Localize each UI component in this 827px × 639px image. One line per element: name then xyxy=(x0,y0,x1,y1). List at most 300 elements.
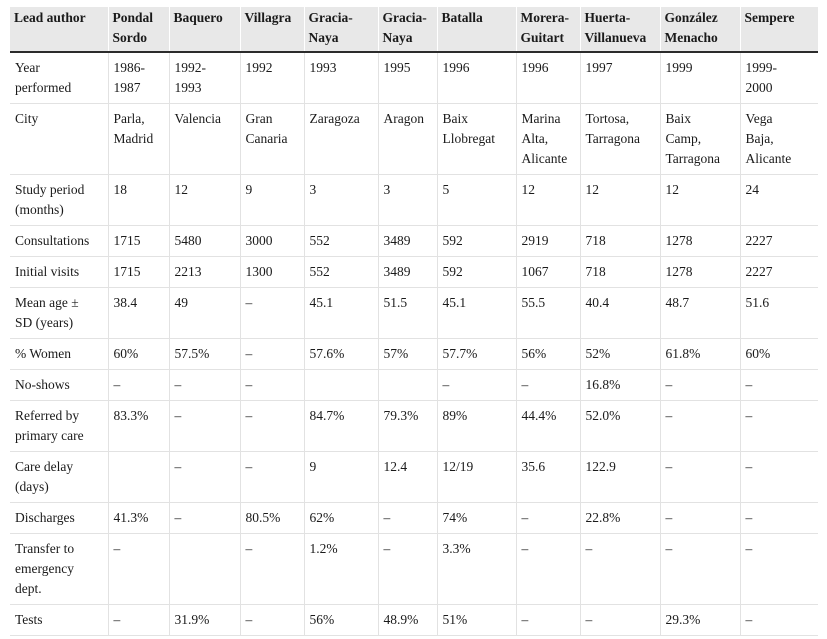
table-cell xyxy=(304,503,378,534)
table-cell xyxy=(240,534,304,605)
table-cell xyxy=(437,339,516,370)
row-label xyxy=(10,503,108,534)
cell-line: 48.9% xyxy=(383,612,419,627)
table-cell xyxy=(580,226,660,257)
cell-line: 29.3% xyxy=(665,612,701,627)
cell-line: Initial visits xyxy=(15,264,80,279)
cell-line: 12.4 xyxy=(383,459,408,474)
cell-line: 12 xyxy=(521,182,535,197)
cell-line: – xyxy=(245,541,253,556)
header-line: Baquero xyxy=(173,10,223,25)
cell-line: 56% xyxy=(309,612,335,627)
cell-line: – xyxy=(245,459,253,474)
cell-line: 9 xyxy=(309,459,317,474)
table-row xyxy=(10,257,818,288)
table-cell xyxy=(304,175,378,226)
table-cell xyxy=(108,503,169,534)
table-cell xyxy=(516,104,580,175)
table-cell xyxy=(516,503,580,534)
table-cell xyxy=(240,288,304,339)
cell-line: 1986- xyxy=(113,60,145,75)
table-cell xyxy=(580,288,660,339)
table-row xyxy=(10,452,818,503)
cell-line: 1992- xyxy=(174,60,206,75)
table-cell xyxy=(660,52,740,104)
table-cell xyxy=(516,288,580,339)
cell-line: 60% xyxy=(745,346,771,361)
cell-line: Canaria xyxy=(245,131,288,146)
table-cell xyxy=(169,257,240,288)
cell-line: – xyxy=(174,377,182,392)
cell-line: 35.6 xyxy=(521,459,546,474)
table-cell xyxy=(378,52,437,104)
cell-line: 24 xyxy=(745,182,759,197)
cell-line: City xyxy=(15,111,39,126)
header-line: Pondal xyxy=(112,10,154,25)
table-cell xyxy=(240,175,304,226)
header-line: Naya xyxy=(382,30,413,45)
cell-line: Year xyxy=(15,60,40,75)
table-cell xyxy=(304,401,378,452)
cell-line: Alta, xyxy=(521,131,549,146)
cell-line: 57.6% xyxy=(309,346,345,361)
table-cell xyxy=(660,226,740,257)
cell-line: No-shows xyxy=(15,377,70,392)
cell-line: – xyxy=(383,510,391,525)
table-row xyxy=(10,288,818,339)
cell-line: 12/19 xyxy=(442,459,474,474)
cell-line: 3 xyxy=(309,182,317,197)
table-cell xyxy=(580,534,660,605)
table-cell xyxy=(437,534,516,605)
cell-line: Transfer to xyxy=(15,541,75,556)
header-line: Sempere xyxy=(744,10,795,25)
column-header xyxy=(108,7,169,52)
table-cell xyxy=(240,226,304,257)
table-row xyxy=(10,534,818,605)
cell-line: – xyxy=(521,612,529,627)
cell-line: – xyxy=(745,541,753,556)
cell-line: 1300 xyxy=(245,264,273,279)
cell-line: 12 xyxy=(585,182,599,197)
table-cell xyxy=(580,175,660,226)
table-cell xyxy=(580,401,660,452)
table-cell xyxy=(437,226,516,257)
cell-line: 45.1 xyxy=(442,295,467,310)
table-cell xyxy=(304,257,378,288)
row-label xyxy=(10,52,108,104)
cell-line: 51% xyxy=(442,612,468,627)
cell-line: Vega xyxy=(745,111,773,126)
cell-line: Tests xyxy=(15,612,43,627)
cell-line: Baix xyxy=(442,111,468,126)
cell-line: 22.8% xyxy=(585,510,621,525)
column-header xyxy=(660,7,740,52)
header-line: Batalla xyxy=(441,10,483,25)
cell-line: Consultations xyxy=(15,233,90,248)
cell-line: (days) xyxy=(15,479,49,494)
cell-line: 1987 xyxy=(113,80,141,95)
cell-line: – xyxy=(521,510,529,525)
row-label xyxy=(10,226,108,257)
cell-line: 79.3% xyxy=(383,408,419,423)
cell-line: Madrid xyxy=(113,131,154,146)
table-cell xyxy=(240,401,304,452)
table-row xyxy=(10,104,818,175)
table-cell xyxy=(516,226,580,257)
table-cell xyxy=(240,104,304,175)
table-cell xyxy=(240,339,304,370)
table-cell xyxy=(437,370,516,401)
table-cell xyxy=(437,452,516,503)
cell-line: 31.9% xyxy=(174,612,210,627)
table-cell xyxy=(169,339,240,370)
cell-line: 48.7 xyxy=(665,295,690,310)
table-cell xyxy=(740,226,818,257)
table-cell xyxy=(660,339,740,370)
cell-line: – xyxy=(113,377,121,392)
cell-line: – xyxy=(745,408,753,423)
cell-line: – xyxy=(745,612,753,627)
header-line: González xyxy=(664,10,718,25)
table-cell xyxy=(108,339,169,370)
table-cell xyxy=(169,175,240,226)
table-cell xyxy=(108,370,169,401)
table-cell xyxy=(169,534,240,605)
header-line: Morera- xyxy=(520,10,569,25)
cell-line: – xyxy=(665,408,673,423)
cell-line: 51.6 xyxy=(745,295,770,310)
table-cell xyxy=(240,452,304,503)
table-cell xyxy=(660,452,740,503)
cell-line: 1993 xyxy=(174,80,202,95)
table-cell xyxy=(516,52,580,104)
table-cell xyxy=(304,288,378,339)
table-cell xyxy=(740,52,818,104)
table-cell xyxy=(108,52,169,104)
cell-line: – xyxy=(665,541,673,556)
cell-line: dept. xyxy=(15,581,42,596)
table-cell xyxy=(516,370,580,401)
cell-line: 18 xyxy=(113,182,127,197)
table-cell xyxy=(378,452,437,503)
header-line: Villagra xyxy=(244,10,292,25)
table-cell xyxy=(740,534,818,605)
cell-line: 84.7% xyxy=(309,408,345,423)
cell-line: 74% xyxy=(442,510,468,525)
cell-line: Gran xyxy=(245,111,273,126)
cell-line: performed xyxy=(15,80,72,95)
table-cell xyxy=(437,175,516,226)
column-header xyxy=(516,7,580,52)
table-cell xyxy=(304,226,378,257)
cell-line: 2000 xyxy=(745,80,773,95)
cell-line: – xyxy=(113,612,121,627)
column-header xyxy=(169,7,240,52)
cell-line: 122.9 xyxy=(585,459,616,474)
row-label xyxy=(10,288,108,339)
cell-line: Mean age ± xyxy=(15,295,79,310)
table-cell xyxy=(516,175,580,226)
table-cell xyxy=(378,339,437,370)
table-cell xyxy=(304,52,378,104)
cell-line: – xyxy=(745,459,753,474)
table-row xyxy=(10,175,818,226)
table-cell xyxy=(437,503,516,534)
table-cell xyxy=(304,452,378,503)
cell-line: – xyxy=(521,541,529,556)
cell-line: Aragon xyxy=(383,111,424,126)
table-cell xyxy=(169,370,240,401)
table-cell xyxy=(108,401,169,452)
cell-line: 1715 xyxy=(113,264,141,279)
table-cell xyxy=(660,257,740,288)
table-cell xyxy=(240,52,304,104)
cell-line: Baja, xyxy=(745,131,774,146)
table-cell xyxy=(580,452,660,503)
table-cell xyxy=(169,452,240,503)
cell-line: 2213 xyxy=(174,264,202,279)
cell-line: Baix xyxy=(665,111,691,126)
cell-line: 1.2% xyxy=(309,541,338,556)
data-table xyxy=(10,7,818,636)
table-cell xyxy=(108,104,169,175)
column-header xyxy=(740,7,818,52)
table-cell xyxy=(304,370,378,401)
cell-line: – xyxy=(245,408,253,423)
cell-line: 57.7% xyxy=(442,346,478,361)
table-cell xyxy=(378,104,437,175)
cell-line: 51.5 xyxy=(383,295,408,310)
table-cell xyxy=(240,370,304,401)
table-cell xyxy=(580,370,660,401)
header-line: Gracia- xyxy=(308,10,353,25)
column-header xyxy=(240,7,304,52)
cell-line: Llobregat xyxy=(442,131,495,146)
table-cell xyxy=(516,257,580,288)
cell-line: 1996 xyxy=(442,60,470,75)
cell-line: 1999- xyxy=(745,60,777,75)
table-cell xyxy=(660,288,740,339)
table-cell xyxy=(740,503,818,534)
table-cell xyxy=(740,175,818,226)
cell-line: % Women xyxy=(15,346,72,361)
table-row xyxy=(10,370,818,401)
column-header xyxy=(437,7,516,52)
cell-line: – xyxy=(665,459,673,474)
table-cell xyxy=(108,288,169,339)
table-cell xyxy=(108,605,169,636)
cell-line: – xyxy=(245,295,253,310)
cell-line: 718 xyxy=(585,264,606,279)
table-cell xyxy=(108,452,169,503)
table-cell xyxy=(378,370,437,401)
cell-line: Care delay xyxy=(15,459,74,474)
cell-line: 9 xyxy=(245,182,253,197)
cell-line: 12 xyxy=(174,182,188,197)
cell-line: – xyxy=(442,377,450,392)
cell-line: 16.8% xyxy=(585,377,621,392)
table-cell xyxy=(304,104,378,175)
table-cell xyxy=(169,288,240,339)
table-cell xyxy=(169,503,240,534)
cell-line: Tortosa, xyxy=(585,111,630,126)
table-cell xyxy=(304,605,378,636)
table-cell xyxy=(516,534,580,605)
cell-line: 57.5% xyxy=(174,346,210,361)
row-label xyxy=(10,534,108,605)
table-cell xyxy=(516,401,580,452)
cell-line: 40.4 xyxy=(585,295,610,310)
cell-line: 1999 xyxy=(665,60,693,75)
table-cell xyxy=(740,104,818,175)
table-cell xyxy=(660,175,740,226)
header-line: Villanueva xyxy=(584,30,647,45)
cell-line: 1995 xyxy=(383,60,411,75)
cell-line: Tarragona xyxy=(585,131,641,146)
cell-line: 5480 xyxy=(174,233,202,248)
cell-line: – xyxy=(245,346,253,361)
row-label xyxy=(10,257,108,288)
row-label xyxy=(10,175,108,226)
table-cell xyxy=(437,257,516,288)
table-cell xyxy=(740,339,818,370)
cell-line: – xyxy=(174,459,182,474)
header-line: Menacho xyxy=(664,30,718,45)
cell-line: 1067 xyxy=(521,264,549,279)
cell-line: 3 xyxy=(383,182,391,197)
table-row xyxy=(10,503,818,534)
cell-line: – xyxy=(745,377,753,392)
cell-line: 3489 xyxy=(383,264,411,279)
cell-line: primary care xyxy=(15,428,84,443)
header-line: Huerta- xyxy=(584,10,631,25)
table-cell xyxy=(378,401,437,452)
cell-line: 2227 xyxy=(745,264,773,279)
table-cell xyxy=(740,257,818,288)
table-row xyxy=(10,339,818,370)
cell-line: – xyxy=(174,408,182,423)
cell-line: 1992 xyxy=(245,60,273,75)
table-body xyxy=(10,52,818,636)
cell-line: 1993 xyxy=(309,60,337,75)
table-cell xyxy=(660,605,740,636)
cell-line: 1996 xyxy=(521,60,549,75)
cell-line: Study period xyxy=(15,182,85,197)
row-label xyxy=(10,104,108,175)
cell-line: 89% xyxy=(442,408,468,423)
table-cell xyxy=(378,534,437,605)
table-cell xyxy=(660,370,740,401)
cell-line: 1278 xyxy=(665,264,693,279)
table-cell xyxy=(378,257,437,288)
table-row xyxy=(10,401,818,452)
cell-line: 3000 xyxy=(245,233,273,248)
cell-line: 592 xyxy=(442,264,463,279)
cell-line: – xyxy=(383,541,391,556)
table-cell xyxy=(304,339,378,370)
table-cell xyxy=(740,452,818,503)
table-cell xyxy=(378,226,437,257)
cell-line: – xyxy=(521,377,529,392)
table-cell xyxy=(169,226,240,257)
table-row xyxy=(10,605,818,636)
cell-line: (months) xyxy=(15,202,64,217)
table-row xyxy=(10,52,818,104)
table-cell xyxy=(580,605,660,636)
table-cell xyxy=(516,452,580,503)
table-cell xyxy=(437,52,516,104)
cell-line: 1997 xyxy=(585,60,613,75)
cell-line: – xyxy=(665,510,673,525)
table-cell xyxy=(169,52,240,104)
cell-line: Referred by xyxy=(15,408,80,423)
header-line: Gracia- xyxy=(382,10,427,25)
cell-line: 12 xyxy=(665,182,679,197)
header-line: Sordo xyxy=(112,30,148,45)
table-cell xyxy=(660,104,740,175)
cell-line: 3.3% xyxy=(442,541,471,556)
table-cell xyxy=(740,605,818,636)
table-cell xyxy=(516,339,580,370)
cell-line: – xyxy=(585,541,593,556)
table-cell xyxy=(108,226,169,257)
header-row xyxy=(10,7,818,52)
row-label xyxy=(10,339,108,370)
cell-line: 1715 xyxy=(113,233,141,248)
cell-line: 49 xyxy=(174,295,188,310)
cell-line: 2919 xyxy=(521,233,549,248)
table-cell xyxy=(437,401,516,452)
table-cell xyxy=(740,401,818,452)
header-lead-author xyxy=(10,7,108,52)
cell-line: – xyxy=(585,612,593,627)
table-cell xyxy=(437,104,516,175)
table-cell xyxy=(378,175,437,226)
table-cell xyxy=(169,104,240,175)
cell-line: 552 xyxy=(309,264,330,279)
header-line: Naya xyxy=(308,30,339,45)
cell-line: Valencia xyxy=(174,111,221,126)
cell-line: 61.8% xyxy=(665,346,701,361)
cell-line: 2227 xyxy=(745,233,773,248)
cell-line: emergency xyxy=(15,561,74,576)
column-header xyxy=(378,7,437,52)
cell-line: Zaragoza xyxy=(309,111,360,126)
cell-line: SD (years) xyxy=(15,315,74,330)
header-line: Lead author xyxy=(14,10,86,25)
cell-line: Discharges xyxy=(15,510,75,525)
cell-line: 718 xyxy=(585,233,606,248)
table-cell xyxy=(580,339,660,370)
cell-line: 56% xyxy=(521,346,547,361)
cell-line: Marina xyxy=(521,111,561,126)
cell-line: 1278 xyxy=(665,233,693,248)
cell-line: 45.1 xyxy=(309,295,334,310)
row-label xyxy=(10,605,108,636)
table-cell xyxy=(378,503,437,534)
cell-line: Tarragona xyxy=(665,151,721,166)
table-cell xyxy=(169,605,240,636)
table-cell xyxy=(108,175,169,226)
column-header xyxy=(580,7,660,52)
cell-line: 592 xyxy=(442,233,463,248)
cell-line: – xyxy=(245,377,253,392)
cell-line: 80.5% xyxy=(245,510,281,525)
row-label xyxy=(10,452,108,503)
cell-line: Parla, xyxy=(113,111,145,126)
cell-line: Alicante xyxy=(521,151,568,166)
